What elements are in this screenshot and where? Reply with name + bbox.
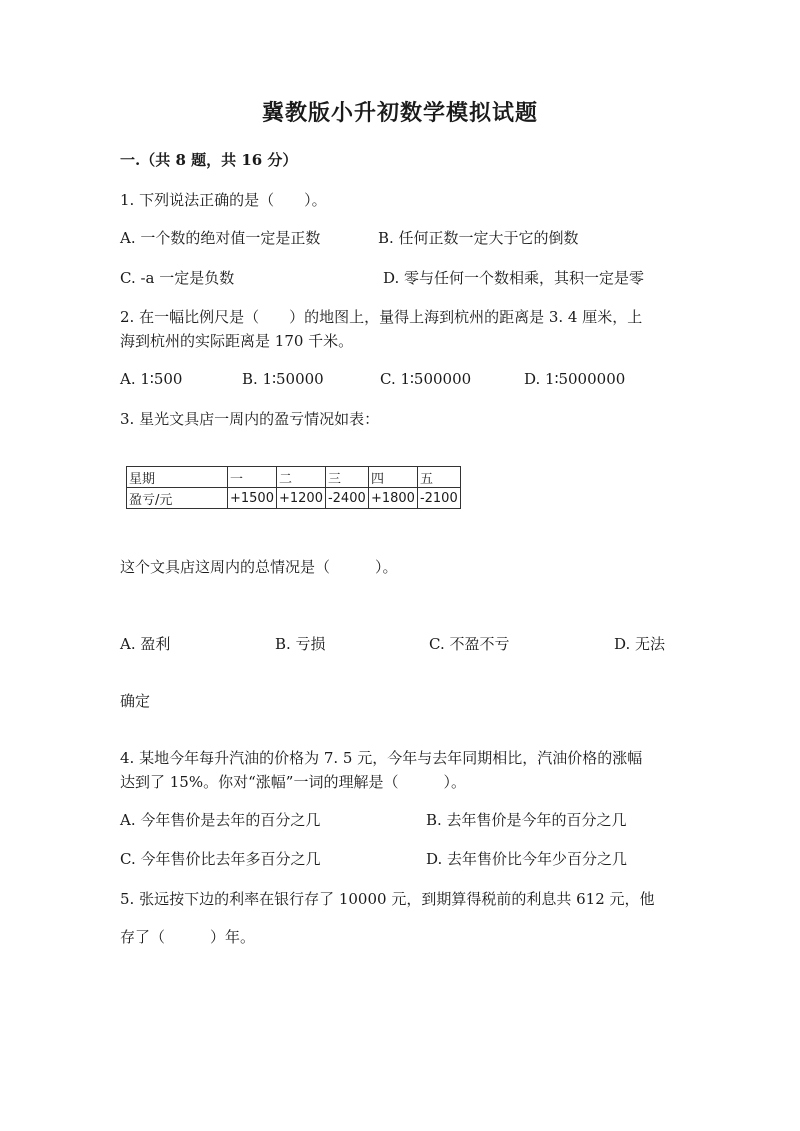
question-3-option-c: C. 不盈不亏 <box>429 635 510 653</box>
question-3-option-a: A. 盈利 <box>120 635 171 653</box>
question-1-stem: 1. 下列说法正确的是（ ）。 <box>120 191 327 209</box>
table-cell: 三 <box>325 467 368 488</box>
table-header-row <box>127 467 461 488</box>
table-row <box>127 488 461 509</box>
question-3-stem: 3. 星光文具店一周内的盈亏情况如表： <box>120 410 380 428</box>
question-2-option-c: C. 1∶500000 <box>380 370 472 388</box>
question-4-option-d: D. 去年售价比今年少百分之几 <box>426 850 628 868</box>
question-4-option-a: A. 今年售价是去年的百分之几 <box>120 811 321 829</box>
question-3-option-d-continued: 确定 <box>120 692 151 710</box>
question-5-stem-line1: 5. 张远按下边的利率在银行存了 10000 元，到期算得税前的利息共 612 元，他 <box>120 890 655 908</box>
table-cell: +1500 <box>228 488 277 509</box>
question-5-stem-line2: 存了（ ）年。 <box>120 928 256 946</box>
table-cell: 四 <box>368 467 417 488</box>
question-1-option-b: B. 任何正数一定大于它的倒数 <box>378 229 579 247</box>
table-cell: 盈亏/元 <box>127 488 228 509</box>
question-4-option-b: B. 去年售价是今年的百分之几 <box>426 811 627 829</box>
table-cell: +1200 <box>276 488 325 509</box>
question-2-stem-line1: 2. 在一幅比例尺是（ ）的地图上，量得上海到杭州的距离是 3. 4 厘米，上 <box>120 308 643 326</box>
question-1-option-a: A. 一个数的绝对值一定是正数 <box>120 229 321 247</box>
table-cell: -2100 <box>417 488 460 509</box>
section-heading: 一.（共 8 题，共 16 分） <box>120 151 298 169</box>
table-cell: +1800 <box>368 488 417 509</box>
profit-loss-table <box>126 466 461 509</box>
table-cell: 二 <box>276 467 325 488</box>
question-1-option-d: D. 零与任何一个数相乘，其积一定是零 <box>383 269 645 287</box>
question-4-stem-line1: 4. 某地今年每升汽油的价格为 7. 5 元，今年与去年同期相比，汽油价格的涨幅 <box>120 749 643 767</box>
table-cell: 五 <box>417 467 460 488</box>
question-4-stem-line2: 达到了 15%。你对“涨幅”一词的理解是（ ）。 <box>120 773 466 791</box>
question-3-option-b: B. 亏损 <box>275 635 326 653</box>
question-2-stem-line2: 海到杭州的实际距离是 170 千米。 <box>120 332 354 350</box>
table-cell: 一 <box>228 467 277 488</box>
question-2-option-a: A. 1∶500 <box>120 370 183 388</box>
table-cell: 星期 <box>127 467 228 488</box>
table-cell: -2400 <box>325 488 368 509</box>
question-2-option-d: D. 1∶5000000 <box>524 370 626 388</box>
question-4-option-c: C. 今年售价比去年多百分之几 <box>120 850 321 868</box>
question-1-option-c: C. -a 一定是负数 <box>120 269 235 287</box>
question-3-option-d: D. 无法 <box>614 635 666 653</box>
question-3-question: 这个文具店这周内的总情况是（ ）。 <box>120 558 398 576</box>
page-title: 冀教版小升初数学模拟试题 <box>261 100 538 126</box>
question-2-option-b: B. 1∶50000 <box>242 370 324 388</box>
